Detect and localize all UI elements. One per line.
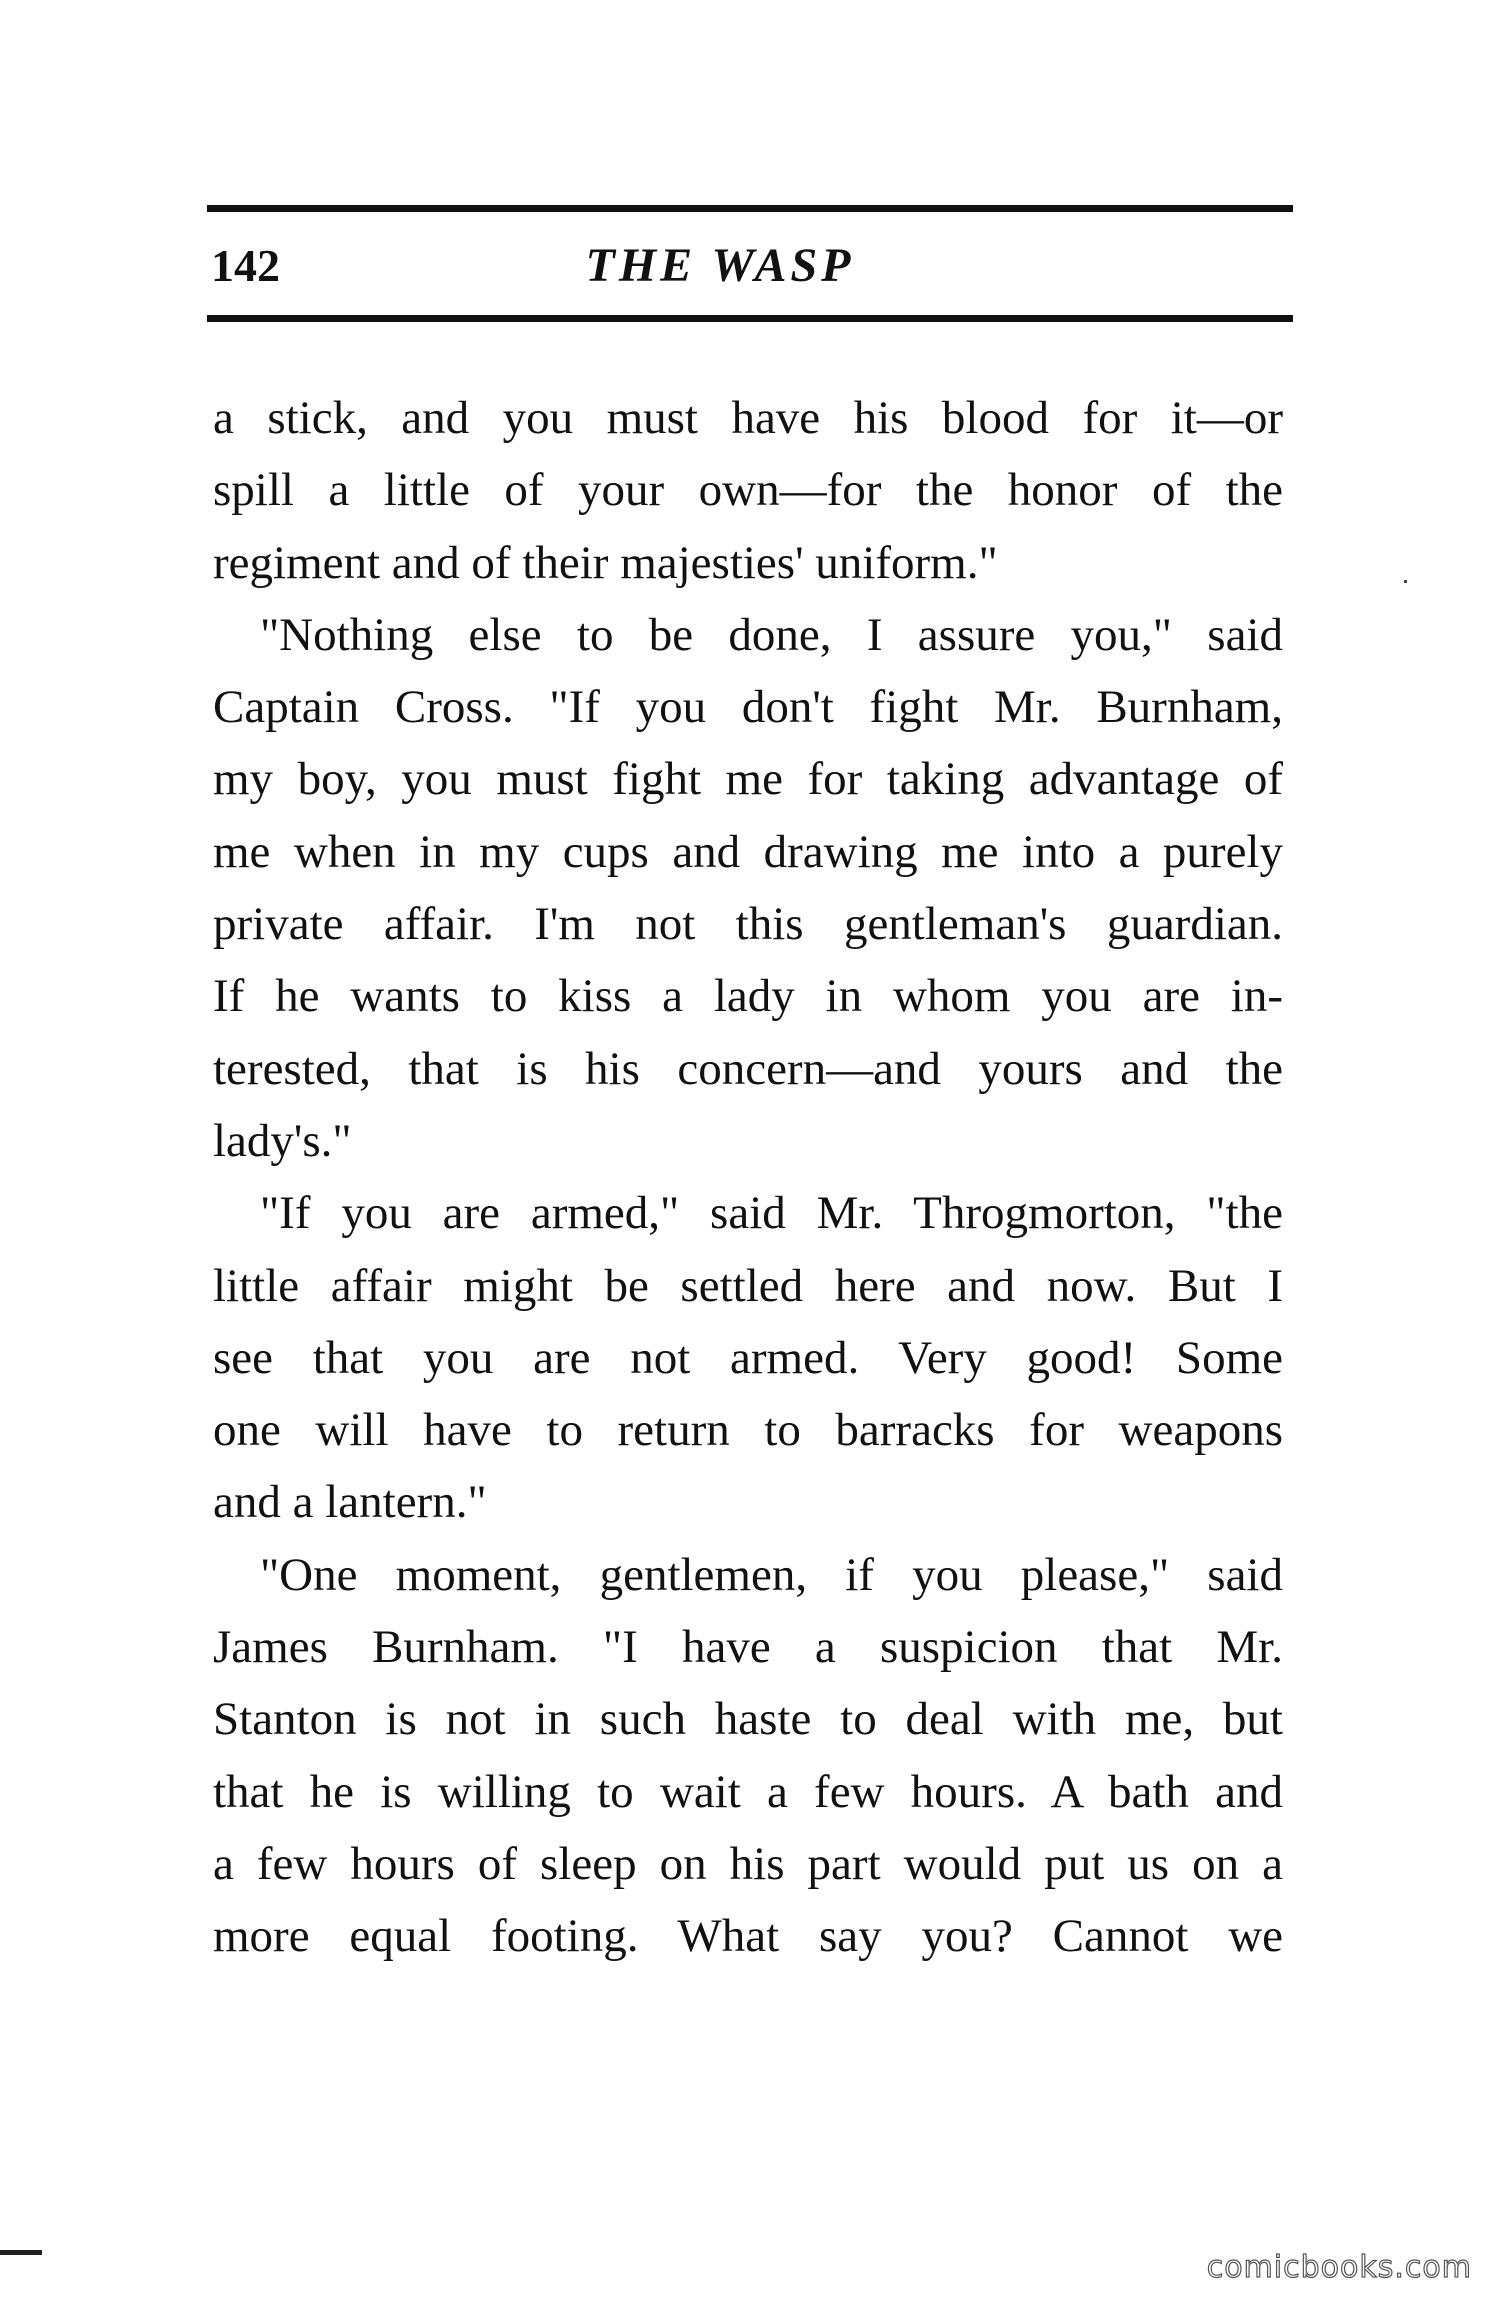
running-title: THE WASP [585, 239, 855, 292]
text-line: a stick, and you must have his blood for it—or [213, 392, 1283, 444]
scan-edge-mark [0, 2250, 42, 2255]
text-line: one will have to return to barracks for weapons [213, 1404, 1283, 1457]
text-line: "One moment, gentlemen, if you please," said [260, 1548, 1283, 1601]
header-rule-top [207, 205, 1293, 212]
header-rule-bottom [207, 315, 1293, 322]
text-line: If he wants to kiss a lady in whom you are in- [213, 970, 1283, 1023]
text-line: and a lantern." [213, 1476, 487, 1529]
text-line: lady's." [213, 1114, 352, 1167]
text-line: more equal footing. What say you? Cannot we [213, 1910, 1283, 1963]
text-line: terested, that is his concern—and yours and the [213, 1042, 1283, 1095]
body-text [213, 382, 1283, 1973]
text-line: Captain Cross. "If you don't fight Mr. Burnham, [213, 681, 1283, 734]
scan-speck [1404, 580, 1407, 583]
text-line: regiment and of their majesties' uniform." [213, 536, 998, 589]
text-line: James Burnham. "I have a suspicion that Mr. [213, 1621, 1283, 1674]
text-line: see that you are not armed. Very good! Some [213, 1331, 1283, 1384]
text-line: Stanton is not in such haste to deal with me, but [213, 1693, 1283, 1746]
text-line: my boy, you must fight me for taking advantage of [213, 753, 1283, 806]
page-number: 142 [211, 240, 280, 291]
text-line: "If you are armed," said Mr. Throgmorton, "the [260, 1187, 1283, 1240]
text-line: me when in my cups and drawing me into a purely [213, 825, 1283, 878]
text-line: a few hours of sleep on his part would put us on a [213, 1837, 1283, 1890]
running-head [207, 236, 1293, 296]
watermark: comicbooks.com [1206, 2250, 1472, 2285]
text-line: spill a little of your own—for the honor of the [213, 464, 1283, 517]
text-line: that he is willing to wait a few hours. A bath and [213, 1765, 1283, 1818]
text-line: private affair. I'm not this gentleman's guardian. [213, 898, 1283, 951]
text-line: "Nothing else to be done, I assure you," said [260, 608, 1283, 661]
text-line: little affair might be settled here and now. But I [213, 1259, 1283, 1312]
